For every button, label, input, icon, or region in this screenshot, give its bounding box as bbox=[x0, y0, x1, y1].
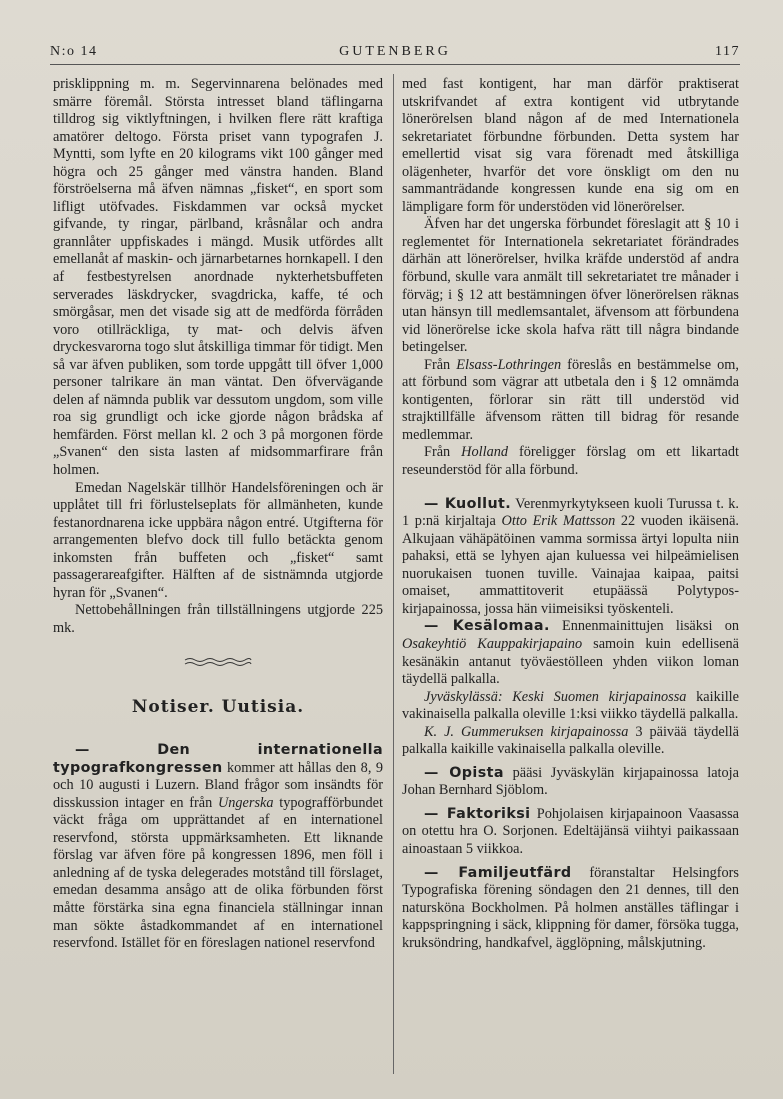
notice-item: — Kesälomaa. Ennenmainittujen lisäksi on Osakeyhtiö Kauppakirjapaino samoin kuin edellisenä kesänäkin antanut työväestölleen yhden viikon loman täydellä palkalla. bbox=[402, 618, 739, 688]
notice-item: — Opista pääsi Jyväskylän kirjapainossa latoja Johan Bernhard Sjöblom. bbox=[402, 764, 739, 799]
notice-item: K. J. Gummeruksen kirjapainossa 3 päivää täydellä palkalla kaikille vakinaisella palkalla oleville. bbox=[402, 723, 739, 758]
notice-item: — Den internationella typografkongressen kommer att hållas den 8, 9 och 10 augusti i Luzern. Bland frågor som insändts för disskussion intager en från Ungerska typografförbundet väckt fråga om upprättandet af en internationel reservfond, största uppmärksamheten. Ett liknande förslag var äfven före på kongressen 1896, men föll i anledning af de tyska delegerades motstånd till förslaget, emedan desamma ansågo att de olika förbunden först måtte förstärka sina egna financiela ställningar innan man sökte åstadkommandet af en internationel reservfond. Istället för en föreslagen nationel reservfond bbox=[53, 742, 383, 952]
paragraph: Från Elsass-Lothringen föreslås en bestämmelse om, att förbund som vägrar att utbetala den i § 12 omnämda kontigenten, förlorar sin rätt till understöd vid strajktillfälle äfvensom rätten till bidrag för resande medlemmar. bbox=[402, 356, 739, 443]
issue-number: N:o 14 bbox=[50, 44, 98, 59]
notice-item: Jyväskylässä: Keski Suomen kirjapainossa kaikille vakinaisella palkalla oleville 1:ksi viikko täydellä palkalla. bbox=[402, 688, 739, 723]
notice-item: — Familjeutfärd föranstaltar Helsingfors Typografiska förening söndagen den 21 dennes, till den natursköna Bockholmen. På holmen anställes täflingar i kappspringning i säck, klippning för damer, försöka tugga, kruksöndring, handkafvel, ägglöpning, målskjutning. bbox=[402, 864, 739, 951]
paragraph: Äfven har det ungerska förbundet föreslagit att § 10 i reglementet för Internationela sekretariatet förändrades därhän att lönerörelser, hvilka kräfde understöd af andra förbund, skulle vara anmält till sekretariatet tre månader i förväg; i § 12 att bestämningen öfver lönerörelsen räknas utan hänsyn till medlemsantalet, äfvensom att förbundena vid lönerörelse icke skola hafva rätt till några bindande betingelser. bbox=[402, 216, 739, 356]
paragraph: Nettobehållningen från tillställningens utgjorde 225 mk. bbox=[53, 602, 383, 636]
page-number: 117 bbox=[715, 44, 740, 59]
paragraph: prisklippning m. m. Segervinnarena belönades med smärre föremål. Största intresset bland täflingarna tilldrog sig viktlyftningen, i hvilken flere rätt kraftiga amatörer deltogo. Första priset vann typografen J. Myntti, som lyfte en 20 kilograms vikt 100 gånger med högra och 25 gånger med vänstra handen. Bland förströelserna må äfven nämnas „fisket“, en sport som lifligt utöfvades. Fiskdammen var också mycket gifvande, ty ringar, pärlband, kråsnålar och andra grannlåter uppfiskades i mängd. Musik utfördes allt emellanåt af maskin- och järnarbetarnes hornkapell. I den af festbestyrelsen anordnade nykterhetsbuffeten serverades läskdrycker, svagdricka, kaffe, té och smörgåsar, men det visade sig att de medförda förråden voro otillräckliga, ty mat- och delvis äfven dryckesvarorna togo slut åtskilliga timmar för tidigt. Men så var äfven publiken, som torde uppgått till öfver 1,000 personer talrikare än man väntat. Den öfvervägande delen af nämnda publik var dessutom ungdom, som ville roa sig grundligt och icke gjorde någon brådska af hemfärden. Först mellan kl. 2 och 3 på morgonen förde „Svanen“ den sista lasten af midsommarfirare från holmen. bbox=[53, 76, 383, 479]
notice-lead: — Faktoriksi bbox=[424, 805, 531, 822]
notice-item: — Faktoriksi Pohjolaisen kirjapainoon Vaasassa on otettu hra O. Sorjonen. Edeltäjänsä viihtyi paikassaan ainoastaan 5 viikkoa. bbox=[402, 805, 739, 857]
header-rule bbox=[50, 64, 740, 65]
publication-title: GUTENBERG bbox=[339, 44, 451, 59]
paragraph: Emedan Nagelskär tillhör Handelsföreningen och är upplåtet till fri förlustelseplats för allmänheten, kunde festanordnarena icke uppbära någon entré. Utgifterna för arrangementen blefvo dock till fullo betäckta genom inkomsten från buffeten och „fisket“ samt passagerareafgifter. Hälften af de sistnämnda utgjorde hyran för „Svanen“. bbox=[53, 479, 383, 601]
paragraph: Från Holland föreligger förslag om ett likartadt reseunderstöd för alla förbund. bbox=[402, 444, 739, 479]
notice-lead: — Kesälomaa. bbox=[424, 618, 550, 635]
column-divider bbox=[393, 74, 394, 1074]
page-header bbox=[50, 44, 740, 64]
right-column bbox=[402, 76, 739, 952]
section-title: Notiser. Uutisia. bbox=[131, 696, 305, 717]
notice-item: — Kuollut. Verenmyrkytykseen kuoli Turussa t. k. 1 p:nä kirjaltaja Otto Erik Mattsson 22 vuoden ikäisenä. Alkujaan vähäpätöinen vamma sormissa ärtyi lopulta niin pahaksi, että se lyhyen ajan kuluessa vei hilpeämielisen nuorukaisen tuonen tuville. Vainajaa kaipaa, paitsi omaiset, ammattitoverit etupäässä Polytypos-kirjapainossa, jossa hän viimeisiksi työskenteli. bbox=[402, 495, 739, 617]
notice-lead: — Den internationella typografkongressen bbox=[53, 742, 383, 776]
notice-lead: — Opista bbox=[424, 764, 504, 781]
left-column bbox=[53, 76, 383, 953]
notice-lead: — Kuollut. bbox=[424, 495, 512, 512]
paragraph: med fast kontigent, har man därför praktiserat utskrifvandet af extra kontigent vid utbrytande lönerörelsen bland någon af de med Internationela sekretariatet förbundne förbunden. Detta system har emellertid visat sig vara förenadt med åtskilliga olägenheter, hvarför det vore önskligt om den nu sammanträdande kongressen kunde ena sig om en lämpligare form för understöden vid lönerörelser. bbox=[402, 76, 739, 215]
ornament-divider bbox=[183, 657, 253, 667]
notice-lead: — Familjeutfärd bbox=[424, 864, 572, 881]
